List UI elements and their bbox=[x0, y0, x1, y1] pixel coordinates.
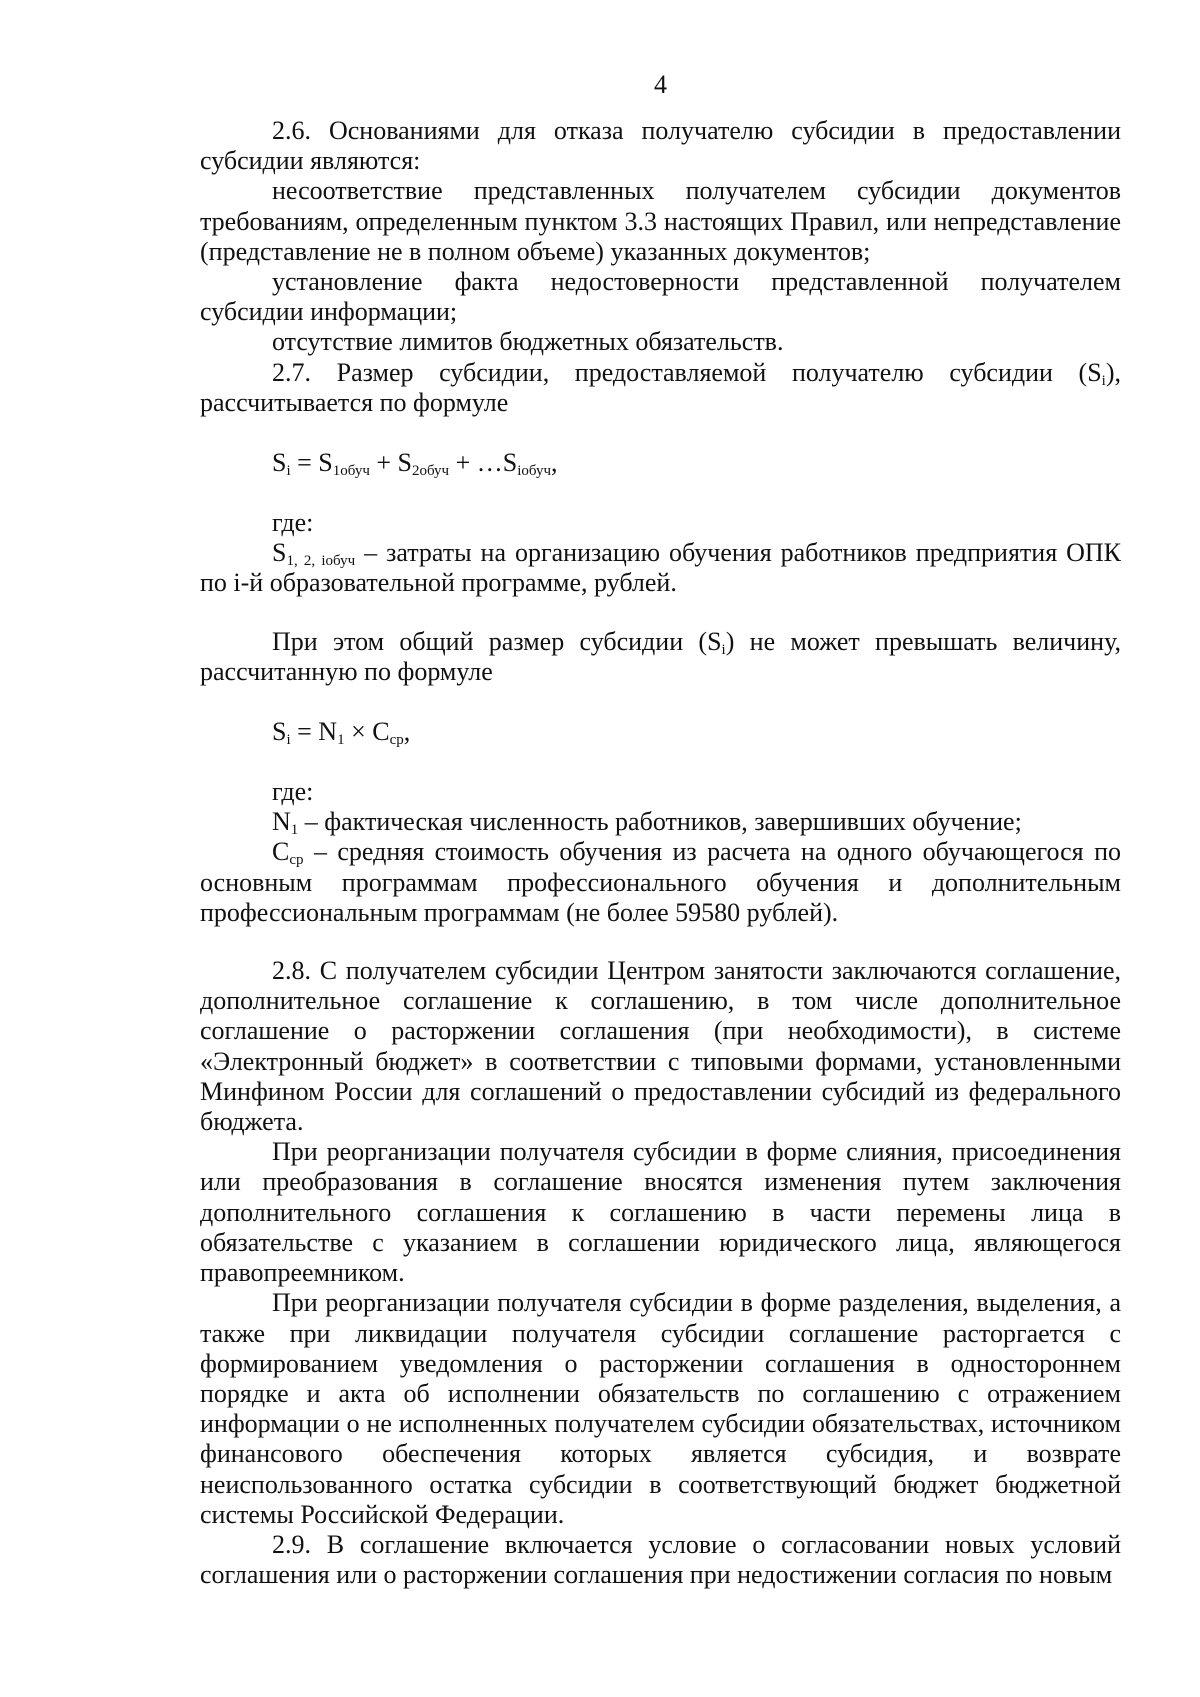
formula-text: , bbox=[551, 448, 558, 478]
text: – фактическая численность работников, завершивших обучение; bbox=[298, 807, 1022, 837]
text: – затраты на организацию обучения работников предприятия ОПК по i-й образовательной программе, рублей. bbox=[200, 538, 1122, 598]
formula-subscript: iобуч bbox=[517, 463, 552, 480]
subscript: ср bbox=[289, 852, 304, 869]
spacer bbox=[200, 747, 1121, 777]
formula-subscript: 1 bbox=[337, 732, 345, 749]
formula-subsidy-sum bbox=[200, 448, 1121, 478]
subscript: i bbox=[1101, 372, 1106, 389]
formula-text: = N bbox=[290, 717, 338, 747]
text: При этом общий размер субсидии (S bbox=[272, 626, 722, 656]
spacer bbox=[200, 928, 1121, 956]
formula-symbol: S bbox=[272, 717, 287, 747]
subscript: i bbox=[721, 641, 726, 658]
paragraph-2-6-item-b: установление факта недостоверности представленной получателем субсидии информации; bbox=[200, 267, 1121, 327]
definition-n bbox=[200, 807, 1121, 837]
page-number: 4 bbox=[654, 70, 667, 99]
spacer bbox=[200, 599, 1121, 627]
formula-subscript: ср bbox=[389, 732, 404, 749]
text: ) не может превышать величину, рассчитанную по формуле bbox=[200, 626, 1121, 686]
formula-text: = S bbox=[290, 448, 333, 478]
formula-text: , bbox=[403, 717, 411, 747]
text: C bbox=[272, 837, 290, 867]
paragraph-2-9: 2.9. В соглашение включается условие о согласовании новых условий соглашения или о расторжении соглашения при недостижении согласия по новым bbox=[200, 1529, 1121, 1590]
spacer bbox=[200, 478, 1121, 508]
paragraph-2-8: 2.8. С получателем субсидии Центром занятости заключаются соглашение, дополнительное соглашение к соглашению, в том числе дополнительное соглашение о расторжении соглашения (при необходимости), в системе «Электронный бюджет» в соответствии с типовыми формами, установленными Минфином России для соглашений о предоставлении субсидий из федерального бюджета. bbox=[200, 956, 1121, 1137]
formula-subsidy-limit bbox=[200, 717, 1121, 747]
paragraph-limit bbox=[200, 627, 1121, 687]
paragraph-2-6-item-c: отсутствие лимитов бюджетных обязательств. bbox=[272, 327, 784, 357]
spacer bbox=[200, 418, 1121, 448]
formula-symbol: S bbox=[272, 448, 287, 478]
formula-subscript: 1обуч bbox=[332, 463, 370, 480]
where-label: где: bbox=[272, 508, 314, 538]
text: N bbox=[272, 807, 291, 837]
formula-subscript: i bbox=[286, 732, 291, 749]
text: – средняя стоимость обучения из расчета на одного обучающегося по основным программам профессионального обучения и дополнительным профессиональным программам (не более 59580 рублей). bbox=[200, 837, 1121, 927]
formula-text: + S bbox=[369, 448, 412, 478]
text: S bbox=[272, 538, 287, 568]
text: 2.7. Размер субсидии, предоставляемой получателю субсидии (S bbox=[272, 357, 1102, 387]
formula-subscript: i bbox=[286, 463, 291, 480]
paragraph-2-6-item-a: несоответствие представленных получателем субсидии документов требованиям, определенным пунктом 3.3 настоящих Правил, или непредставление (представление не в полном объеме) указанных документов; bbox=[200, 176, 1121, 266]
subscript: 1, 2, iобуч bbox=[286, 553, 356, 570]
definition-s bbox=[200, 538, 1121, 598]
spacer bbox=[200, 687, 1121, 717]
text: ), рассчитывается по формуле bbox=[200, 357, 1121, 417]
subscript: 1 bbox=[290, 822, 299, 839]
formula-text: + …S bbox=[449, 448, 518, 478]
paragraph-2-6: 2.6. Основаниями для отказа получателю субсидии в предоставлении субсидии являются: bbox=[200, 116, 1121, 176]
formula-text: × C bbox=[344, 717, 390, 747]
formula-subscript: 2обуч bbox=[412, 463, 450, 480]
document-page bbox=[200, 70, 1121, 1590]
definition-c bbox=[200, 837, 1121, 928]
paragraph-2-8-reorganization-split: При реорганизации получателя субсидии в форме разделения, выделения, а также при ликвидации получателя субсидии соглашение расторгается с формированием уведомления о расторжении соглашения в одностороннем порядке и акта об исполнении обязательств по соглашению с отражением информации о не исполненных получателем субсидии обязательствах, источником финансового обеспечения которых является субсидия, и возврате неиспользованного остатка субсидии в соответствующий бюджет бюджетной системы Российской Федерации. bbox=[200, 1288, 1121, 1529]
paragraph-2-8-reorganization-merge: При реорганизации получателя субсидии в форме слияния, присоединения или преобразования в соглашение вносятся изменения путем заключения дополнительного соглашения к соглашению в части перемены лица в обязательстве с указанием в соглашении юридического лица, являющегося правопреемником. bbox=[200, 1137, 1121, 1288]
paragraph-2-7 bbox=[200, 358, 1121, 418]
where-label: где: bbox=[272, 777, 314, 807]
